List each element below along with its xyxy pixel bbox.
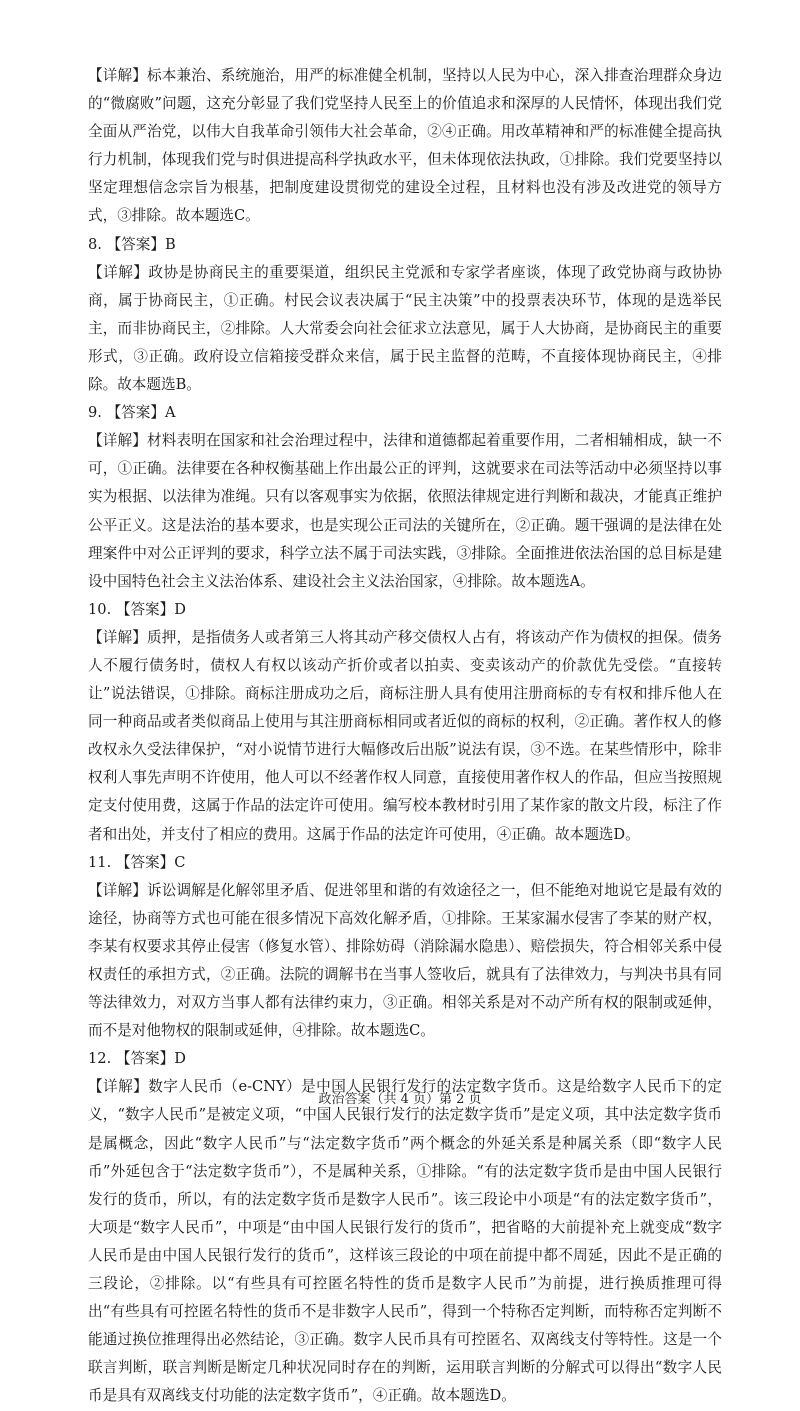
- answer-line-10: 10. 【答案】D: [88, 600, 186, 618]
- answer-line-11: 11. 【答案】C: [88, 853, 186, 871]
- answer-line-12: 12. 【答案】D: [88, 1050, 186, 1068]
- detail-paragraph-8: 【详解】政协是协商民主的重要渠道，组织民主党派和专家学者座谈，体现了政党协商与政协协商，属于协商民主，①正确。村民会议表决属于“民主决策”中的投票表决环节，体现的是选举民主，而非协商民主，②排除。人大常委会向社会征求立法意见，属于人大协商，是协商民主的重要形式，③正确。政府设立信箱接受群众来信，属于民主监督的范畴，不直接体现协商民主，④排除。故本题选B。: [88, 263, 722, 394]
- detail-paragraph-9: 【详解】材料表明在国家和社会治理过程中，法律和道德都起着重要作用，二者相辅相成，缺一不可，①正确。法律要在各种权衡基础上作出最公正的评判，这就要求在司法等活动中必须坚持以事实为根据、以法律为准绳。只有以客观事实为依据，依照法律规定进行判断和裁决，才能真正维护公平正义。这是法治的基本要求，也是实现公正司法的关键所在，②正确。题干强调的是法律在处理案件中对公正评判的要求，科学立法不属于司法实践，③排除。全面推进依法治国的总目标是建设中国特色社会主义法治体系、建设社会主义法治国家，④排除。故本题选A。: [88, 432, 722, 590]
- detail-paragraph-12: 【详解】数字人民币（e-CNY）是中国人民银行发行的法定数字货币。这是给数字人民币下的定义，“数字人民币”是被定义项，“中国人民银行发行的法定数字货币”是定义项，其中法定数字货币是属概念，因此“数字人民币”与“法定数字货币”两个概念的外延关系是种属关系（即“数字人民币”外延包含于“法定数字货币”），不是属种关系，①排除。“有的法定数字货币是由中国人民银行发行的货币，所以，有的法定数字货币是数字人民币”。该三段论中小项是“有的法定数字货币”，大项是“数字人民币”，中项是“由中国人民银行发行的货币”，把省略的大前提补充上就变成“数字人民币是由中国人民银行发行的货币”，这样该三段论的中项在前提中都不周延，因此不是正确的三段论，②排除。以“有些具有可控匿名特性的货币是数字人民币”为前提，进行换质推理可得出“有些具有可控匿名特性的货币不是非数字人民币”，得到一个特称否定判断，而特称否定判断不能通过换位推理得出必然结论，③正确。数字人民币具有可控匿名、双离线支付等特性。这是一个联言判断，联言判断是断定几种状况同时存在的判断，运用联言判断的分解式可以得出“数字人民币是具有双离线支付功能的法定数字货币”，④正确。故本题选D。: [88, 1078, 722, 1405]
- detail-paragraph-10: 【详解】质押，是指债务人或者第三人将其动产移交债权人占有，将该动产作为债权的担保。债务人不履行债务时，债权人有权以该动产折价或者以拍卖、变卖该动产的价款优先受偿。“直接转让”说法错误，①排除。商标注册成功之后，商标注册人具有使用注册商标的专有权和排斥他人在同一种商品或者类似商品上使用与其注册商标相同或者近似的商标的权利，②正确。著作权人的修改权永久受法律保护，“对小说情节进行大幅修改后出版”说法有误，③不选。在某些情形中，除非权利人事先声明不许使用，他人可以不经著作权人同意，直接使用著作权人的作品，但应当按照规定支付使用费，这属于作品的法定许可使用。编写校本教材时引用了某作家的散文片段，标注了作者和出处，并支付了相应的费用。这属于作品的法定许可使用，④正确。故本题选D。: [88, 628, 722, 843]
- page-footer: 政治答案（共 4 页）第 2 页: [318, 1092, 482, 1107]
- detail-paragraph-7: 【详解】标本兼治、系统施治，用严的标准健全机制，坚持以人民为中心，深入排查治理群众身边的“微腐败”问题，这充分彰显了我们党坚持人民至上的价值追求和深厚的人民情怀，体现出我们党全面从严治党，以伟大自我革命引领伟大社会革命，②④正确。用改革精神和严的标准健全提高执行力机制，体现我们党与时俱进提高科学执政水平，但未体现依法执政，①排除。我们党要坚持以坚定理想信念宗旨为根基，把制度建设贯彻党的建设全过程，且材料也没有涉及改进党的领导方式，③排除。故本题选C。: [88, 67, 722, 225]
- detail-paragraph-11: 【详解】诉讼调解是化解邻里矛盾、促进邻里和谐的有效途径之一，但不能绝对地说它是最有效的途径，协商等方式也可能在很多情况下高效化解矛盾，①排除。王某家漏水侵害了李某的财产权，李某有权要求其停止侵害（修复水管）、排除妨碍（消除漏水隐患）、赔偿损失，符合相邻关系中侵权责任的承担方式，②正确。法院的调解书在当事人签收后，就具有了法律效力，与判决书具有同等法律效力，对双方当事人都有法律约束力，③正确。相邻关系是对不动产所有权的限制或延伸，而不是对他物权的限制或延伸，④排除。故本题选C。: [88, 881, 722, 1040]
- answer-document: [88, 62, 722, 1411]
- answer-line-9: 9. 【答案】A: [88, 404, 176, 422]
- answer-line-8: 8. 【答案】B: [88, 235, 176, 253]
